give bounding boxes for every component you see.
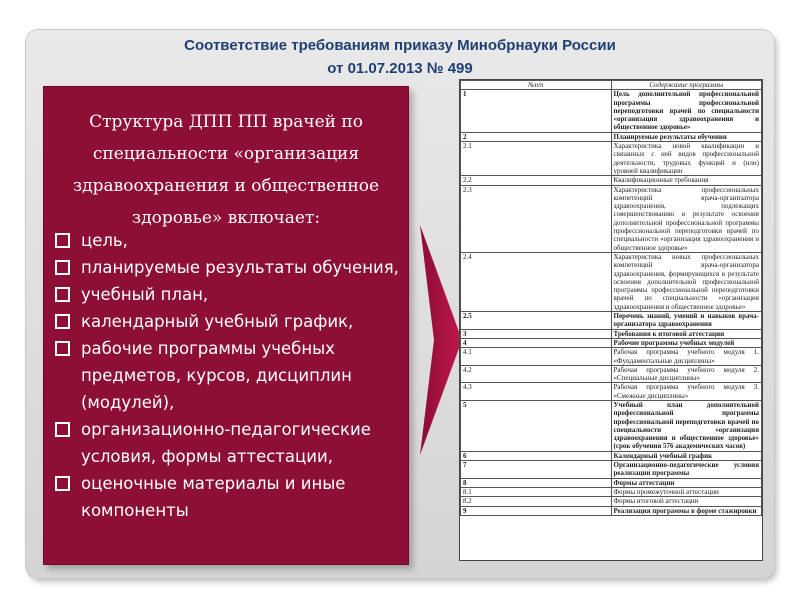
- row-number: 2: [461, 132, 612, 141]
- slide-title: [26, 34, 774, 80]
- checkbox-bullet-icon: [55, 260, 70, 275]
- table-row: [461, 487, 762, 496]
- structure-list-item-text: организационно-педагогические условия, формы аттестации,: [81, 420, 371, 466]
- table-row: [461, 365, 762, 383]
- row-number: 8: [461, 478, 612, 487]
- row-content: Рабочие программы учебных модулей: [611, 338, 762, 347]
- structure-list-item-text: цель,: [81, 231, 128, 250]
- row-content: Формы промежуточной аттестации: [611, 487, 762, 496]
- row-number: 2.5: [461, 312, 612, 330]
- table-row: [461, 461, 762, 479]
- structure-list-item-text: календарный учебный график,: [81, 312, 354, 331]
- row-number: 6: [461, 451, 612, 460]
- checkbox-bullet-icon: [55, 422, 70, 437]
- row-number: 9: [461, 506, 612, 515]
- table-row: [461, 383, 762, 401]
- row-content: Реализация программы в форме стажировки: [611, 506, 762, 515]
- checkbox-bullet-icon: [55, 476, 70, 491]
- table-row: [461, 185, 762, 252]
- row-number: 4.1: [461, 348, 612, 366]
- table-row: [461, 90, 762, 132]
- structure-list-item-text: учебный план,: [81, 285, 209, 304]
- structure-list: [50, 227, 400, 524]
- table-row: [461, 132, 762, 141]
- row-content: Формы итоговой аттестации: [611, 497, 762, 506]
- row-number: 8.2: [461, 497, 612, 506]
- row-number: 4.3: [461, 383, 612, 401]
- row-content: Характеристика новой квалификации и связанных с ней видов профессиональной деятельности, трудовых функций и (или) уровней квалификации: [611, 142, 762, 176]
- row-content: Цель дополнительной профессиональной программы профессиональной переподготовки врачей по специальности «организация здравоохранения и общественное здоровье»: [611, 90, 762, 132]
- checkbox-bullet-icon: [55, 341, 70, 356]
- program-content-table: [459, 79, 763, 561]
- table-row: [461, 451, 762, 460]
- structure-list-item-text: рабочие программы учебных предметов, курсов, дисциплин (модулей),: [81, 339, 352, 412]
- structure-list-item-text: планируемые результаты обучения,: [81, 258, 399, 277]
- table-row: [461, 400, 762, 451]
- table-header-row: [461, 81, 762, 90]
- title-line-2: от 01.07.2013 № 499: [327, 60, 473, 77]
- table-row: [461, 252, 762, 311]
- column-header-content: Содержание программы: [611, 81, 762, 90]
- row-content: Квалификационные требования: [611, 176, 762, 185]
- row-content: Организационно-педагогические условия реализации программы: [611, 461, 762, 479]
- checkbox-bullet-icon: [55, 314, 70, 329]
- row-content: Перечень знаний, умений и навыков врача-организатора здравоохранения: [611, 312, 762, 330]
- structure-list-item: [50, 281, 400, 308]
- structure-list-item-text: оценочные материалы и иные компоненты: [81, 474, 346, 520]
- structure-list-item: [50, 416, 400, 470]
- right-arrow-icon: [420, 225, 462, 455]
- checkbox-bullet-icon: [55, 233, 70, 248]
- row-content: Рабочая программа учебного модуля 3. «Смежные дисциплины»: [611, 383, 762, 401]
- row-content: Учебный план дополнительной профессиональной программы профессиональной переподготовки врачей по специальности «организация здравоохранения и общественное здоровье» (срок обучения 576 академических часов): [611, 400, 762, 451]
- row-number: 8.1: [461, 487, 612, 496]
- column-header-number: №п/п: [461, 81, 612, 90]
- row-number: 1: [461, 90, 612, 132]
- table-row: [461, 176, 762, 185]
- row-content: Характеристика новых профессиональных компетенций врача-организатора здравоохранения, формирующихся в результате освоения дополнительной профессиональной программы профессиональной переподготовки врачей по специальности «организация здравоохранения и общественное здоровье»: [611, 252, 762, 311]
- title-line-1: Соответствие требованиям приказу Минобрнауки России: [184, 37, 616, 54]
- row-content: Календарный учебный график: [611, 451, 762, 460]
- table-row: [461, 478, 762, 487]
- structure-heading: Структура ДПП ПП врачей по специальности «организация здравоохранения и общественное здоровье» включает:: [72, 112, 380, 228]
- row-number: 2.3: [461, 185, 612, 252]
- row-number: 7: [461, 461, 612, 479]
- row-number: 5: [461, 400, 612, 451]
- table-row: [461, 506, 762, 515]
- table-row: [461, 142, 762, 176]
- structure-list-item: [50, 470, 400, 524]
- row-content: Формы аттестации: [611, 478, 762, 487]
- row-content: Характеристика профессиональных компетенций врача-организатора здравоохранения, подлежащих совершенствованию в результате освоения дополнительной профессиональной программы профессиональной переподготовки врачей по специальности «организация здравоохранения и общественное здоровье»: [611, 185, 762, 252]
- row-content: Рабочая программа учебного модуля 1. «Фундаментальные дисциплины»: [611, 348, 762, 366]
- row-number: 3: [461, 329, 612, 338]
- row-content: Требования к итоговой аттестации: [611, 329, 762, 338]
- structure-list-item: [50, 335, 400, 416]
- structure-list-item: [50, 254, 400, 281]
- table-row: [461, 329, 762, 338]
- table-body: [461, 90, 762, 516]
- row-number: 2.2: [461, 176, 612, 185]
- structure-list-item: [50, 227, 400, 254]
- row-content: Рабочая программа учебного модуля 2. «Специальные дисциплины»: [611, 365, 762, 383]
- row-content: Планируемые результаты обучения: [611, 132, 762, 141]
- row-number: 2.1: [461, 142, 612, 176]
- table-row: [461, 348, 762, 366]
- table-row: [461, 312, 762, 330]
- checkbox-bullet-icon: [55, 287, 70, 302]
- structure-list-item: [50, 308, 400, 335]
- table-row: [461, 338, 762, 347]
- row-number: 4.2: [461, 365, 612, 383]
- table-row: [461, 497, 762, 506]
- row-number: 2.4: [461, 252, 612, 311]
- row-number: 4: [461, 338, 612, 347]
